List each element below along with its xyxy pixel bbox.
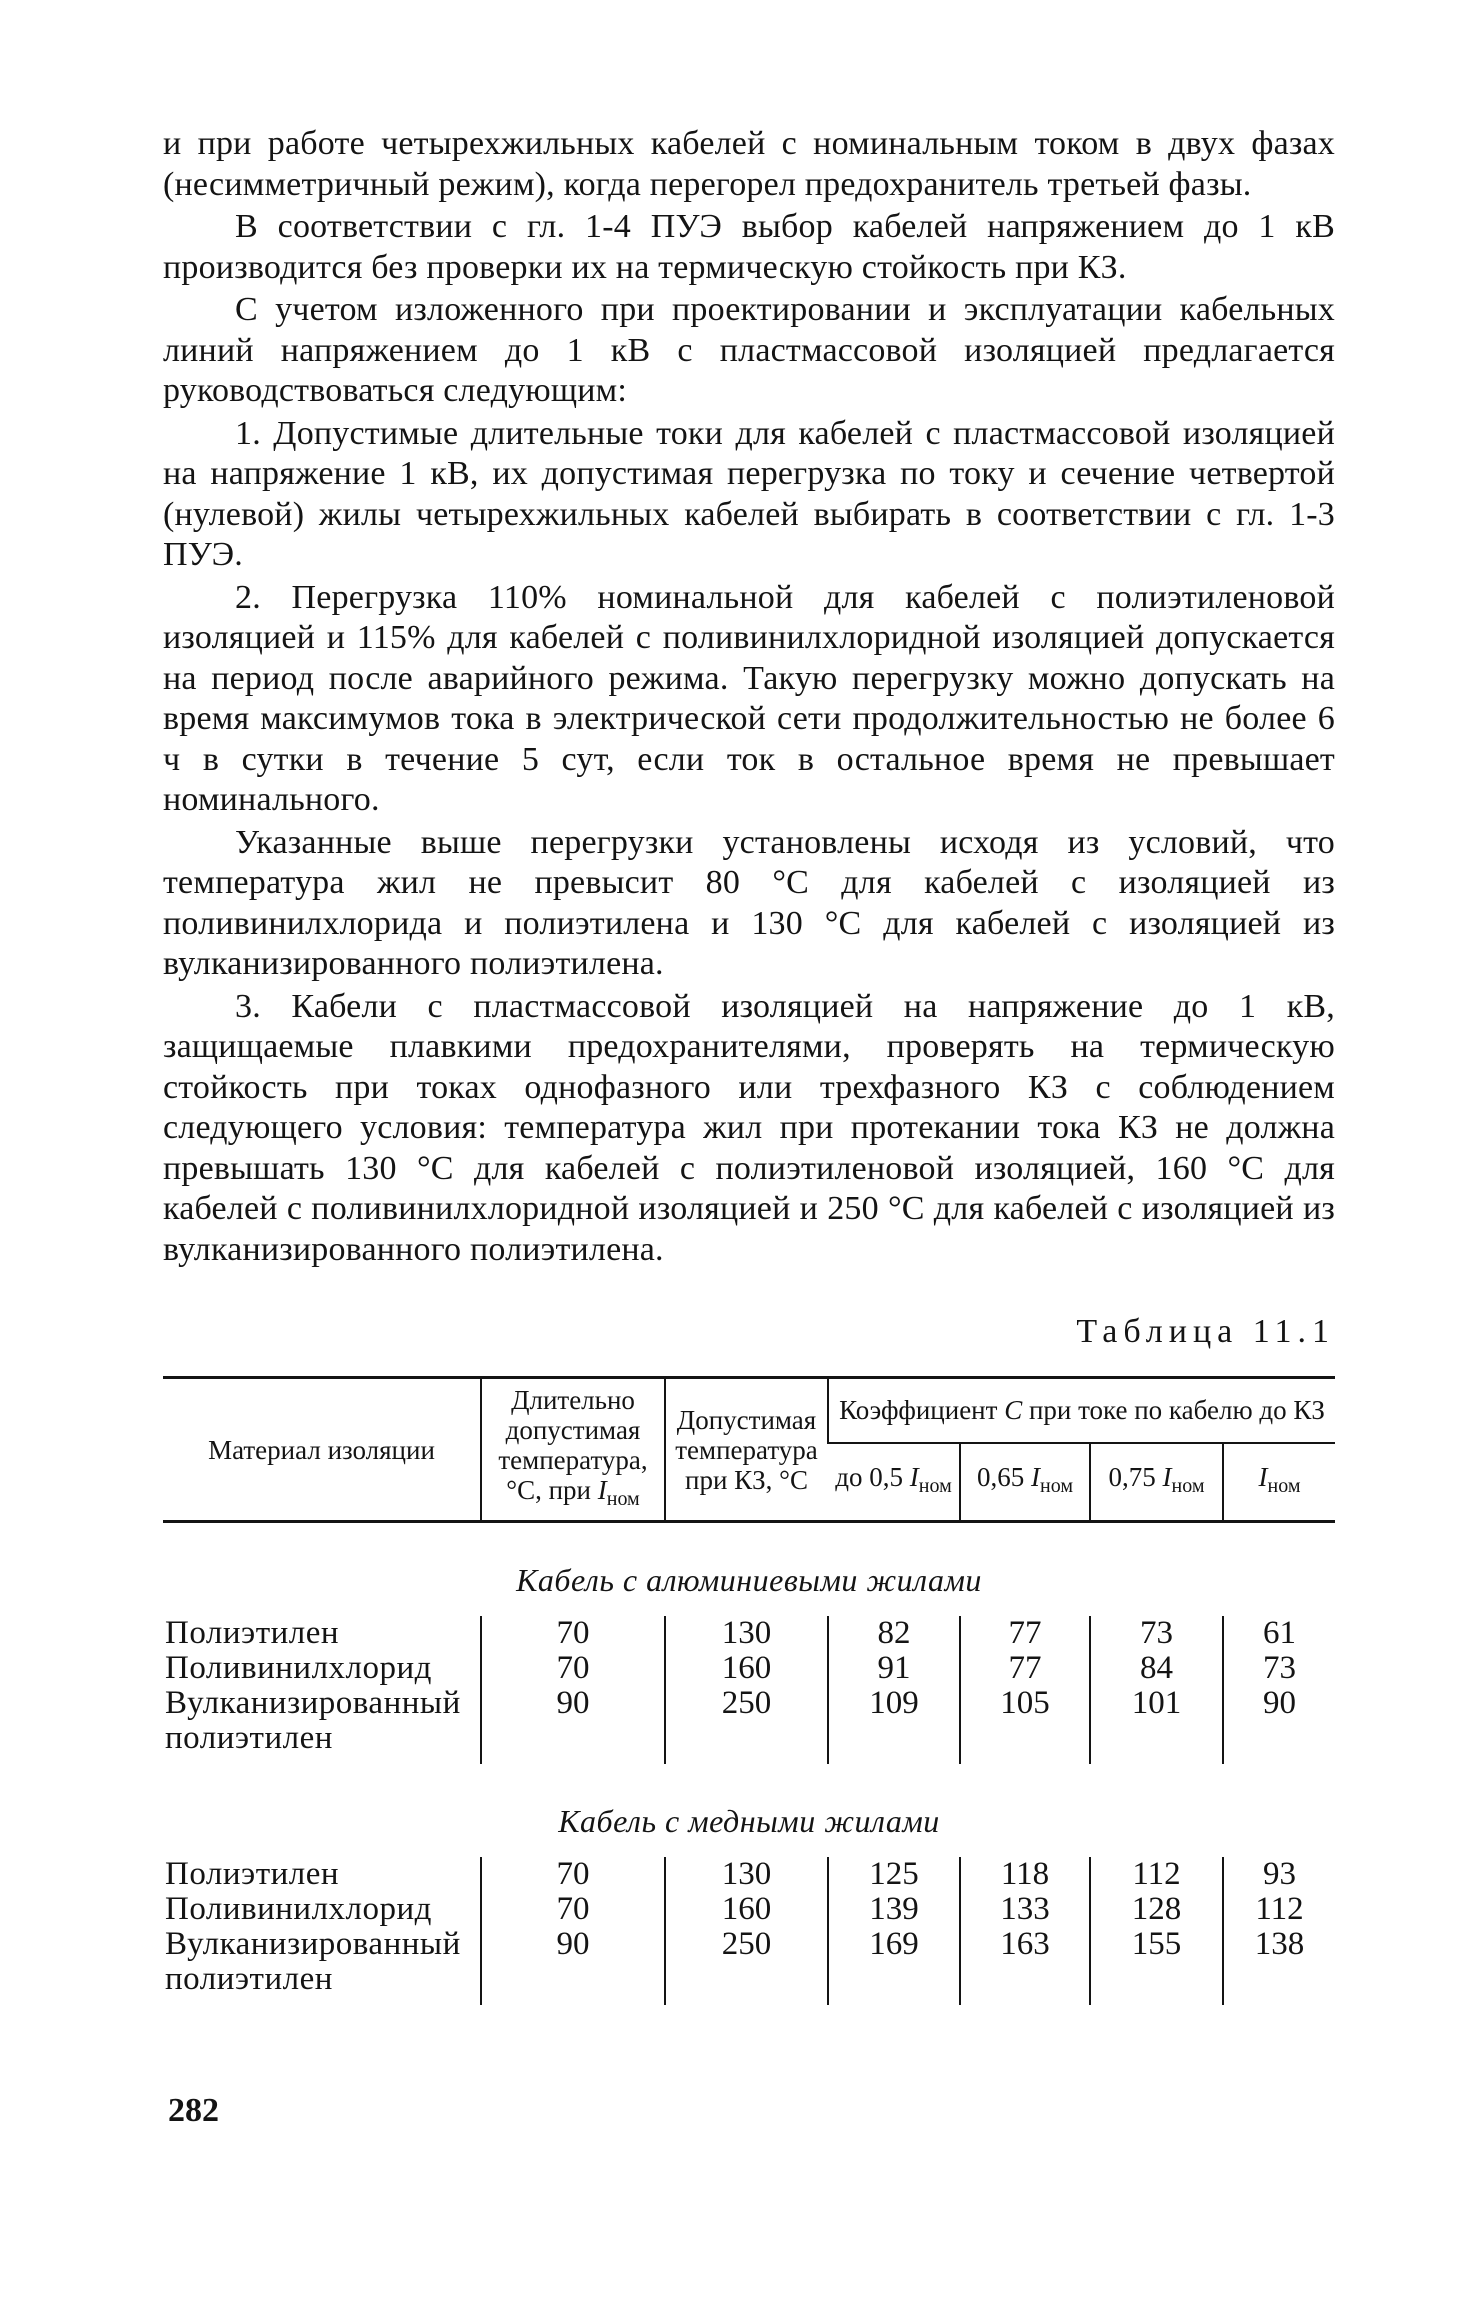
- header-col-05: до 0,5 $I_{ном}$: [828, 1443, 960, 1522]
- paragraph-item-2: 2. Перегрузка 110% номинальной для кабелей с полиэтиленовой изоляцией и 115% для кабелей с поливинилхлоридной изоляцией допускается на период после аварийного режима. Такую перегрузку можно допускать на время максимумов тока в электрической сети продолжительностью не более 6 ч в сутки в течение 5 сут, если ток в остальное время не превышает номинального.: [163, 578, 1335, 818]
- cell: 70: [481, 1892, 665, 1927]
- row-material: Поливинилхлорид: [165, 1891, 432, 1927]
- header-col-065: 0,65 $I_{ном}$: [960, 1443, 1090, 1522]
- row-material: Поливинилхлорид: [165, 1650, 432, 1686]
- table-row: [163, 1651, 1335, 1686]
- cell: 77: [960, 1616, 1090, 1651]
- cell: 101: [1090, 1686, 1223, 1764]
- paragraph-item-3: 3. Кабели с пластмассовой изоляцией на напряжение до 1 кВ, защищаемые плавкими предохранителями, проверять на термическую стойкость при токах однофазного или трехфазного КЗ с соблюдением следующего условия: температура жил при протекании тока КЗ не должна превышать 130 °С для кабелей с полиэтиленовой изоляцией, 160 °С для кабелей с поливинилхлоридной изоляцией и 250 °С для кабелей с изоляцией из вулканизированного полиэтилена.: [163, 987, 1335, 1268]
- cell: 61: [1223, 1616, 1335, 1651]
- page-content: [163, 124, 1335, 2005]
- cell: 133: [960, 1892, 1090, 1927]
- table-row: [163, 1616, 1335, 1651]
- cell: 130: [665, 1616, 828, 1651]
- row-material: Вулканизированный полиэтилен: [165, 1685, 461, 1756]
- cell: 90: [481, 1686, 665, 1764]
- cell: 125: [828, 1857, 960, 1892]
- cell: 73: [1090, 1616, 1223, 1651]
- cell: 160: [665, 1892, 828, 1927]
- table-row: [163, 1892, 1335, 1927]
- header-sc-temp: Допустимая температура при КЗ, °С: [665, 1378, 828, 1522]
- cell: 155: [1090, 1927, 1223, 2005]
- table-caption: Таблица 11.1: [1076, 1313, 1335, 1350]
- cell: 77: [960, 1651, 1090, 1686]
- table-row: [163, 1857, 1335, 1892]
- cell: 169: [828, 1927, 960, 2005]
- cell: 84: [1090, 1651, 1223, 1686]
- table-row: [163, 1927, 1335, 2005]
- page-number: 282: [168, 2092, 219, 2129]
- header-coefficient: Коэффициент C при токе по кабелю до КЗ: [828, 1378, 1335, 1443]
- row-material: Полиэтилен: [165, 1856, 340, 1892]
- header-col-1: $I_{ном}$: [1223, 1443, 1335, 1522]
- cell: 250: [665, 1686, 828, 1764]
- cell: 163: [960, 1927, 1090, 2005]
- cell: 70: [481, 1616, 665, 1651]
- paragraph-item-1: 1. Допустимые длительные токи для кабелей с пластмассовой изоляцией на напряжение 1 кВ, их допустимая перегрузка по току и сечение четвертой (нулевой) жилы четырехжильных кабелей выбирать в соответствии с гл. 1-3 ПУЭ.: [163, 414, 1335, 573]
- section-title-aluminium: Кабель с алюминиевыми жилами: [516, 1562, 982, 1598]
- cell: 90: [1223, 1686, 1335, 1764]
- paragraph-overload-conditions: Указанные выше перегрузки установлены исходя из условий, что температура жил не превысит 80 °С для кабелей с изоляцией из поливинилхлорида и полиэтилена и 130 °С для кабелей с изоляцией из вулканизированного полиэтилена.: [163, 823, 1335, 982]
- cell: 109: [828, 1686, 960, 1764]
- cell: 160: [665, 1651, 828, 1686]
- cell: 138: [1223, 1927, 1335, 2005]
- cell: 70: [481, 1651, 665, 1686]
- row-material: Полиэтилен: [165, 1615, 340, 1651]
- cell: 128: [1090, 1892, 1223, 1927]
- header-material: Материал изоляции: [163, 1378, 481, 1522]
- cell: 139: [828, 1892, 960, 1927]
- cell: 118: [960, 1857, 1090, 1892]
- cell: 90: [481, 1927, 665, 2005]
- header-col-075: 0,75 $I_{ном}$: [1090, 1443, 1223, 1522]
- cell: 112: [1090, 1857, 1223, 1892]
- paragraph-continuation: и при работе четырехжильных кабелей с номинальным током в двух фазах (несимметричный режим), когда перегорел предохранитель третьей фазы.: [163, 125, 1335, 203]
- cell: 91: [828, 1651, 960, 1686]
- cell: 130: [665, 1857, 828, 1892]
- cell: 82: [828, 1616, 960, 1651]
- cell: 105: [960, 1686, 1090, 1764]
- coefficient-table: [163, 1376, 1335, 2005]
- section-title-copper: Кабель с медными жилами: [558, 1803, 940, 1839]
- cell: 70: [481, 1857, 665, 1892]
- row-material: Вулканизированный полиэтилен: [165, 1926, 461, 1997]
- cell: 112: [1223, 1892, 1335, 1927]
- cell: 250: [665, 1927, 828, 2005]
- cell: 93: [1223, 1857, 1335, 1892]
- paragraph-guidance-intro: С учетом изложенного при проектировании и эксплуатации кабельных линий напряжением до 1 кВ с пластмассовой изоляцией предлагается руководствоваться следующим:: [163, 291, 1335, 409]
- table-row: [163, 1686, 1335, 1764]
- cell: 73: [1223, 1651, 1335, 1686]
- header-continuous-temp: Длительно допустимая температура, °С, при $I_{ном}$: [481, 1378, 665, 1522]
- paragraph-pue-selection: В соответствии с гл. 1-4 ПУЭ выбор кабелей напряжением до 1 кВ производится без проверки их на термическую стойкость при КЗ.: [163, 208, 1335, 286]
